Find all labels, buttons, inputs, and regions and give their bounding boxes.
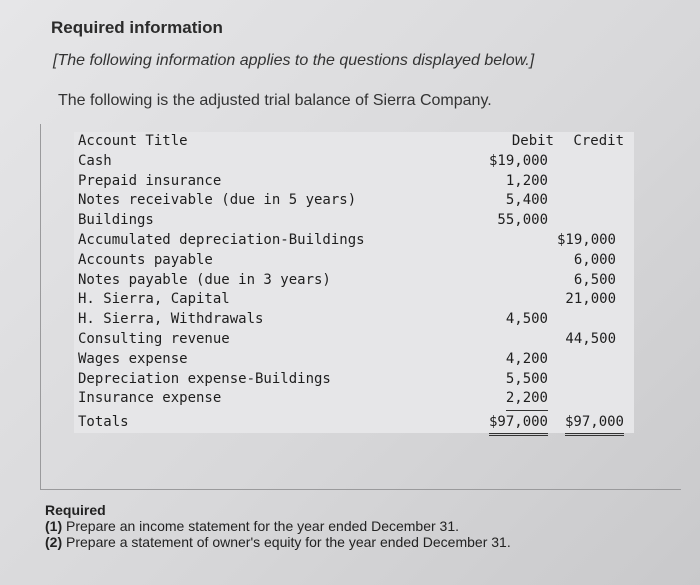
table-row (74, 152, 634, 172)
debit-value: 1,200 (505, 172, 548, 189)
totals-label: Totals (78, 414, 129, 431)
table-row (74, 211, 634, 231)
required-item-1 (45, 518, 511, 534)
account-title: Buildings (78, 212, 154, 229)
required-item-number: (2) (45, 534, 63, 550)
account-title: H. Sierra, Withdrawals (78, 311, 264, 328)
account-title: Cash (78, 152, 112, 169)
required-item-text: Prepare an income statement for the year ended December 31. (66, 518, 460, 534)
debit-value: 5,400 (505, 192, 548, 209)
debit-value: 4,500 (505, 311, 548, 328)
credit-value: 6,000 (573, 251, 616, 268)
debit-value: 55,000 (497, 212, 548, 229)
table-row (74, 290, 634, 310)
account-title: Insurance expense (78, 390, 222, 407)
required-item-text: Prepare a statement of owner's equity for the year ended December 31. (66, 534, 511, 550)
table-row (74, 370, 634, 390)
account-title: Prepaid insurance (78, 172, 222, 189)
account-title: Notes receivable (due in 5 years) (78, 192, 357, 209)
credit-value: 6,500 (573, 271, 616, 288)
header-debit: Debit (511, 133, 554, 149)
required-item-2 (45, 534, 511, 550)
table-row (74, 191, 634, 211)
account-title: Consulting revenue (78, 330, 230, 347)
required-section (45, 502, 511, 550)
table-row (74, 172, 634, 192)
account-title: Notes payable (due in 3 years) (78, 271, 331, 288)
trial-balance-table (74, 132, 634, 433)
debit-value: 5,500 (505, 370, 548, 387)
header-credit: Credit (573, 133, 624, 149)
table-row (74, 251, 634, 271)
account-title: Accumulated depreciation-Buildings (78, 231, 365, 248)
totals-row (74, 413, 634, 433)
table-row (74, 310, 634, 330)
table-header-row (74, 132, 634, 152)
instruction-note: [The following information applies to the questions displayed below.] (53, 52, 535, 69)
table-row (74, 330, 634, 350)
intro-text: The following is the adjusted trial balance of Sierra Company. (58, 92, 492, 109)
table-row (74, 231, 634, 251)
credit-total: $97,000 (565, 413, 624, 436)
table-row (74, 389, 634, 409)
account-title: Wages expense (78, 350, 188, 367)
required-heading: Required (45, 502, 106, 518)
required-information-heading: Required information (51, 18, 223, 37)
debit-value: 4,200 (505, 350, 548, 367)
credit-value: 44,500 (565, 330, 616, 347)
debit-total: $97,000 (489, 413, 548, 436)
header-account-title: Account Title (78, 133, 188, 149)
table-row (74, 350, 634, 370)
table-row (74, 271, 634, 291)
account-title: H. Sierra, Capital (78, 291, 230, 308)
account-title: Accounts payable (78, 251, 213, 268)
account-title: Depreciation expense-Buildings (78, 370, 331, 387)
credit-value: $19,000 (556, 231, 616, 248)
credit-value: 21,000 (565, 291, 616, 308)
required-item-number: (1) (45, 518, 63, 534)
debit-value: $19,000 (488, 152, 548, 169)
debit-value: 2,200 (506, 389, 548, 411)
